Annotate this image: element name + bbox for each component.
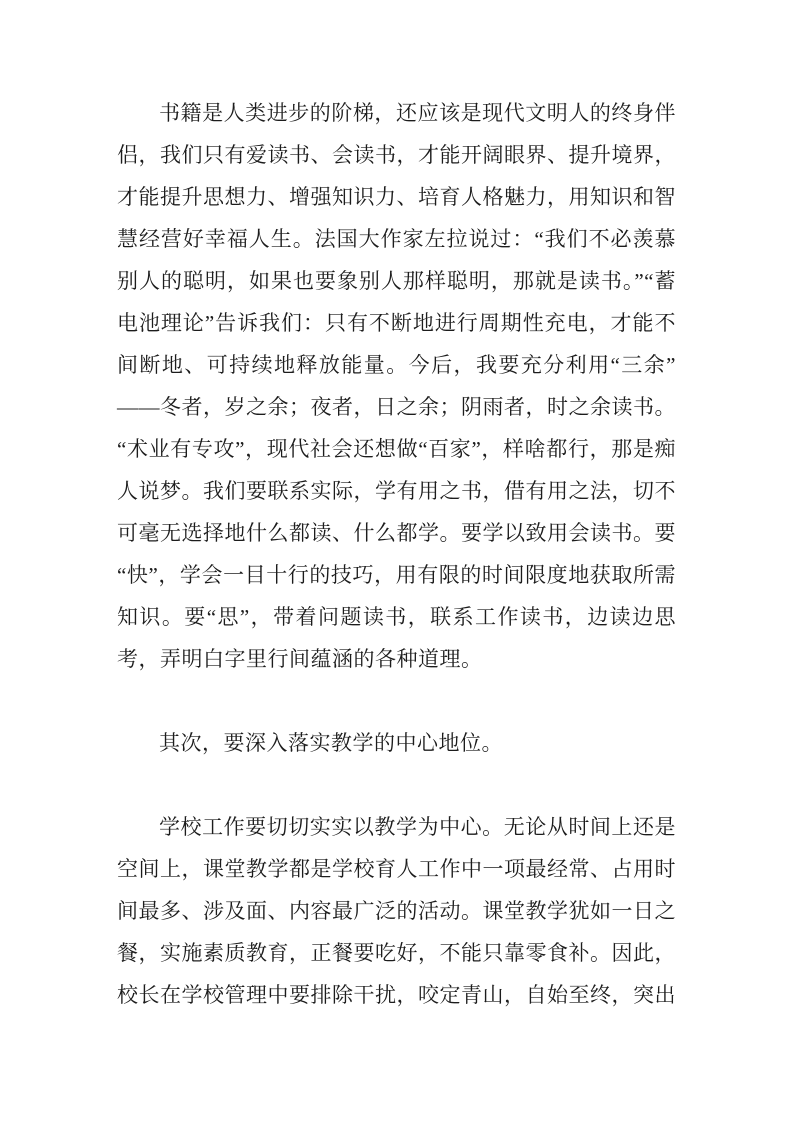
- paragraph-reading-books: 书籍是人类进步的阶梯，还应该是现代文明人的终身伴侣，我们只有爱读书、会读书，才能开阔眼界、提升境界，才能提升思想力、增强知识力、培育人格魅力，用知识和智慧经营好幸福人生。法国大作家左拉说过：“我们不必羡慕别人的聪明，如果也要象别人那样聪明，那就是读书。”“蓄电池理论”告诉我们：只有不断地进行周期性充电，才能不间断地、可持续地释放能量。今后，我要充分利用“三余”——冬者，岁之余；夜者，日之余；阴雨者，时之余读书。“术业有专攻”，现代社会还想做“百家”，样啥都行，那是痴人说梦。我们要联系实际，学有用之书，借有用之法，切不可毫无选择地什么都读、什么都学。要学以致用会读书。要“快”，学会一目十行的技巧，用有限的时间限度地获取所需知识。要“思”，带着问题读书，联系工作读书，边读边思考，弄明白字里行间蕴涵的各种道理。: [117, 101, 676, 671]
- document-body: [117, 92, 676, 1016]
- paragraph-teaching-heading: 其次，要深入落实教学的中心地位。: [159, 731, 503, 755]
- paragraph-teaching-center: 学校工作要切切实实以教学为中心。无论从时间上还是空间上，课堂教学都是学校育人工作中一项最经常、占用时间最多、涉及面、内容最广泛的活动。课堂教学犹如一日之餐，实施素质教育，正餐要吃好，不能只靠零食补。因此，校长在学校管理中要排除干扰，咬定青山，自始至终，突出: [117, 815, 676, 1007]
